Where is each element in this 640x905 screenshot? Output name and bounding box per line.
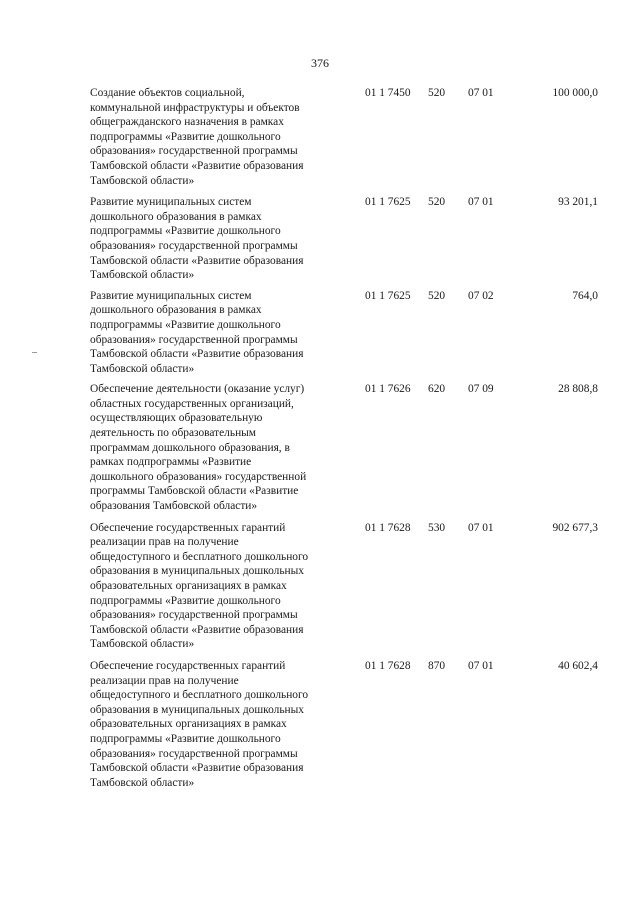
description-line: Тамбовской области «Развитие образования: [90, 762, 304, 775]
description-line: образования Тамбовской области»: [90, 500, 258, 513]
row-description: [90, 521, 352, 652]
description-line: коммунальной инфраструктуры и объектов: [90, 101, 300, 114]
description-line: подпрограммы «Развитие дошкольного: [90, 318, 281, 331]
description-line: реализации прав на получение: [90, 536, 239, 549]
description-line: образования в муниципальных дошкольных: [90, 565, 304, 578]
description-line: образовательных организациях в рамках: [90, 580, 287, 592]
section-code: 07 01: [468, 196, 494, 209]
table-row: [90, 86, 600, 188]
description-line: Обеспечение государственных гарантий: [90, 521, 286, 534]
description-line: Тамбовской области «Развитие образования: [90, 159, 304, 172]
description-line: Развитие муниципальных систем: [90, 196, 252, 209]
section-code: 07 01: [468, 521, 494, 534]
amount: 902 677,3: [552, 521, 598, 534]
description-line: образования» государственной программы: [90, 145, 298, 158]
target-code: 01 1 7628: [365, 521, 411, 534]
row-description: [90, 289, 352, 377]
expense-type: 520: [428, 196, 446, 209]
expense-type: 520: [428, 289, 446, 302]
description-line: Обеспечение государственных гарантий: [90, 659, 286, 672]
description-line: подпрограммы «Развитие дошкольного: [90, 225, 281, 238]
target-code: 01 1 7450: [365, 87, 411, 99]
description-line: Тамбовской области»: [90, 174, 195, 187]
description-line: подпрограммы «Развитие дошкольного: [90, 130, 281, 143]
section-code: 07 09: [468, 383, 494, 396]
expense-type: 530: [428, 521, 446, 534]
description-line: Развитие муниципальных систем: [90, 289, 252, 302]
description-line: Обеспечение деятельности (оказание услуг): [90, 383, 305, 396]
description-line: образования» государственной программы: [90, 609, 298, 622]
table-row: [90, 195, 600, 283]
description-line: общедоступного и бесплатного дошкольного: [90, 550, 309, 563]
description-line: подпрограммы «Развитие дошкольного: [90, 594, 281, 607]
description-line: программы Тамбовской области «Развитие: [90, 485, 299, 498]
amount: 764,0: [572, 289, 598, 302]
target-code: 01 1 7625: [365, 289, 411, 302]
description-line: Тамбовской области «Развитие образования: [90, 348, 304, 361]
description-line: образовательных организациях в рамках: [90, 718, 287, 731]
description-line: подпрограммы «Развитие дошкольного: [90, 732, 281, 745]
description-line: Тамбовской области»: [90, 269, 195, 282]
description-line: программам дошкольного образования, в: [90, 441, 290, 454]
row-description: [90, 195, 352, 283]
amount: 28 808,8: [558, 383, 598, 396]
description-line: Тамбовской области «Развитие образования: [90, 254, 304, 267]
amount: 93 201,1: [558, 196, 598, 209]
amount: 40 602,4: [558, 659, 598, 672]
description-line: осуществляющих образовательную: [90, 412, 263, 425]
description-line: областных государственных организаций,: [90, 397, 294, 410]
page-number: 376: [311, 56, 329, 70]
section-code: 07 02: [468, 289, 494, 302]
description-line: деятельность по образовательным: [90, 427, 257, 440]
margin-mark: [32, 352, 37, 353]
description-line: Тамбовской области»: [90, 362, 195, 375]
description-line: реализации прав на получение: [90, 674, 239, 687]
target-code: 01 1 7628: [365, 659, 411, 672]
section-code: 07 01: [468, 87, 494, 99]
description-line: образования» государственной программы: [90, 747, 298, 760]
description-line: образования» государственной программы: [90, 333, 298, 346]
description-line: образования в муниципальных дошкольных: [90, 703, 304, 716]
table-row: [90, 382, 600, 513]
table-row: [90, 521, 600, 652]
row-description: [90, 382, 352, 513]
amount: 100 000,0: [552, 87, 598, 99]
description-line: Тамбовской области «Развитие образования: [90, 623, 304, 636]
expense-type: 520: [428, 87, 446, 99]
row-description: [90, 86, 352, 188]
expense-type: 870: [428, 659, 446, 672]
section-code: 07 01: [468, 659, 494, 672]
row-description: [90, 659, 352, 790]
expense-type: 620: [428, 383, 446, 396]
target-code: 01 1 7626: [365, 383, 411, 396]
description-line: дошкольного образования в рамках: [90, 304, 262, 317]
description-line: общедоступного и бесплатного дошкольного: [90, 689, 309, 702]
description-line: Тамбовской области»: [90, 776, 195, 789]
description-line: рамках подпрограммы «Развитие: [90, 456, 252, 469]
table-row: [90, 289, 600, 377]
description-line: дошкольного образования в рамках: [90, 210, 262, 223]
target-code: 01 1 7625: [365, 196, 411, 209]
description-line: Тамбовской области»: [90, 638, 195, 651]
description-line: образования» государственной программы: [90, 239, 298, 252]
description-line: Создание объектов социальной,: [90, 87, 245, 99]
description-line: дошкольного образования» государственной: [90, 470, 307, 483]
table-row: [90, 659, 600, 790]
budget-table: [90, 86, 600, 790]
description-line: общегражданского назначения в рамках: [90, 116, 284, 129]
